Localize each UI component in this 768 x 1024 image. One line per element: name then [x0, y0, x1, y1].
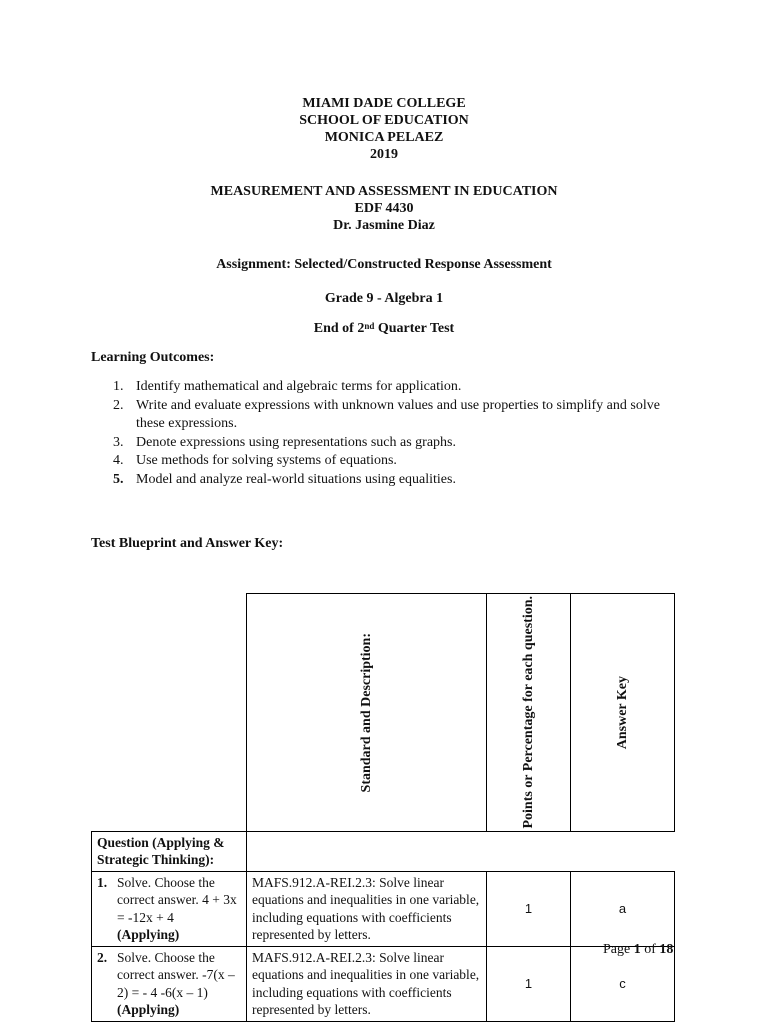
test-title — [0, 320, 768, 337]
list-item-text: Identify mathematical and algebraic terms for application. — [136, 379, 462, 394]
empty-header-cell — [92, 594, 247, 832]
table-section-row — [92, 831, 675, 871]
section-empty-cell — [247, 831, 675, 871]
list-item-text: Write and evaluate expressions with unknown values and use properties to simplify and solve these expressions. — [136, 397, 660, 431]
assignment-title: Assignment: Selected/Constructed Response Assessment — [216, 257, 552, 272]
list-item — [91, 471, 681, 490]
table-header-row — [92, 594, 675, 832]
list-item-number: 2. — [113, 397, 124, 413]
header-block — [0, 95, 768, 163]
list-item — [91, 452, 681, 471]
question-text: Solve. Choose the correct answer. 4 + 3x = -12x + 4 — [117, 874, 237, 925]
header-points-label: Points or Percentage for each question. — [521, 596, 536, 829]
header-cell-points — [487, 594, 571, 832]
header-answer-label: Answer Key — [615, 675, 630, 749]
test-title-suffix: Quarter Test — [374, 321, 455, 336]
question-number: 1. — [97, 874, 108, 890]
question-number: 2. — [97, 949, 108, 965]
header-cell-answer — [571, 594, 675, 832]
standard-cell: MAFS.912.A-REI.2.3: Solve linear equations and inequalities in one variable, including equations with coefficients represented by letters. — [247, 871, 487, 946]
course-title: MEASUREMENT AND ASSESSMENT IN EDUCATION — [210, 184, 558, 199]
grade-title: Grade 9 - Algebra 1 — [324, 291, 444, 306]
author-name: MONICA PELAEZ — [324, 130, 444, 145]
list-item-number: 3. — [113, 434, 124, 450]
header-standard-label: Standard and Description: — [359, 632, 374, 792]
test-title-prefix: End of 2 — [313, 321, 365, 336]
question-text: Solve. Choose the correct answer. -7(x – 2) = - 4 -6(x – 1) — [117, 949, 235, 1000]
school-name: SCHOOL OF EDUCATION — [299, 113, 469, 128]
section-label: Question (Applying & Strategic Thinking): — [92, 831, 247, 871]
list-item — [91, 397, 681, 434]
list-item — [91, 378, 681, 397]
list-item-number: 1. — [113, 379, 124, 394]
table-row — [92, 871, 675, 946]
question-cell — [92, 946, 247, 1021]
instructor-name: Dr. Jasmine Diaz — [333, 218, 435, 233]
page-footer — [603, 942, 673, 958]
college-name: MIAMI DADE COLLEGE — [302, 96, 466, 111]
answer-cell: a — [571, 871, 675, 946]
list-item — [91, 434, 681, 453]
table-row — [92, 946, 675, 1021]
list-item-number: 4. — [113, 453, 124, 468]
list-item-text: Model and analyze real-world situations using equalities. — [136, 471, 456, 487]
points-cell: 1 — [487, 871, 571, 946]
learning-outcomes-title: Learning Outcomes: — [91, 350, 215, 365]
course-block — [0, 183, 768, 234]
course-code: EDF 4430 — [354, 201, 414, 216]
points-cell: 1 — [487, 946, 571, 1021]
list-item-text: Use methods for solving systems of equations. — [136, 453, 397, 468]
list-item-text: Denote expressions using representations such as graphs. — [136, 434, 456, 450]
answer-cell: c — [571, 946, 675, 1021]
learning-outcomes-list — [91, 378, 681, 489]
page-number: 1 — [633, 942, 641, 957]
header-cell-standard — [247, 594, 487, 832]
year: 2019 — [370, 147, 398, 162]
blueprint-title: Test Blueprint and Answer Key: — [91, 536, 284, 551]
standard-cell: MAFS.912.A-REI.2.3: Solve linear equations and inequalities in one variable, including equations with coefficients represented by letters. — [247, 946, 487, 1021]
test-title-sup: nd — [364, 321, 375, 331]
question-level: (Applying) — [117, 927, 180, 943]
page-total: 18 — [659, 942, 674, 957]
page-label: Page — [603, 942, 634, 957]
page-of-label: of — [640, 942, 660, 957]
question-level: (Applying) — [117, 1002, 180, 1018]
question-cell — [92, 871, 247, 946]
blueprint-table — [91, 593, 675, 1022]
list-item-number: 5. — [113, 471, 124, 487]
